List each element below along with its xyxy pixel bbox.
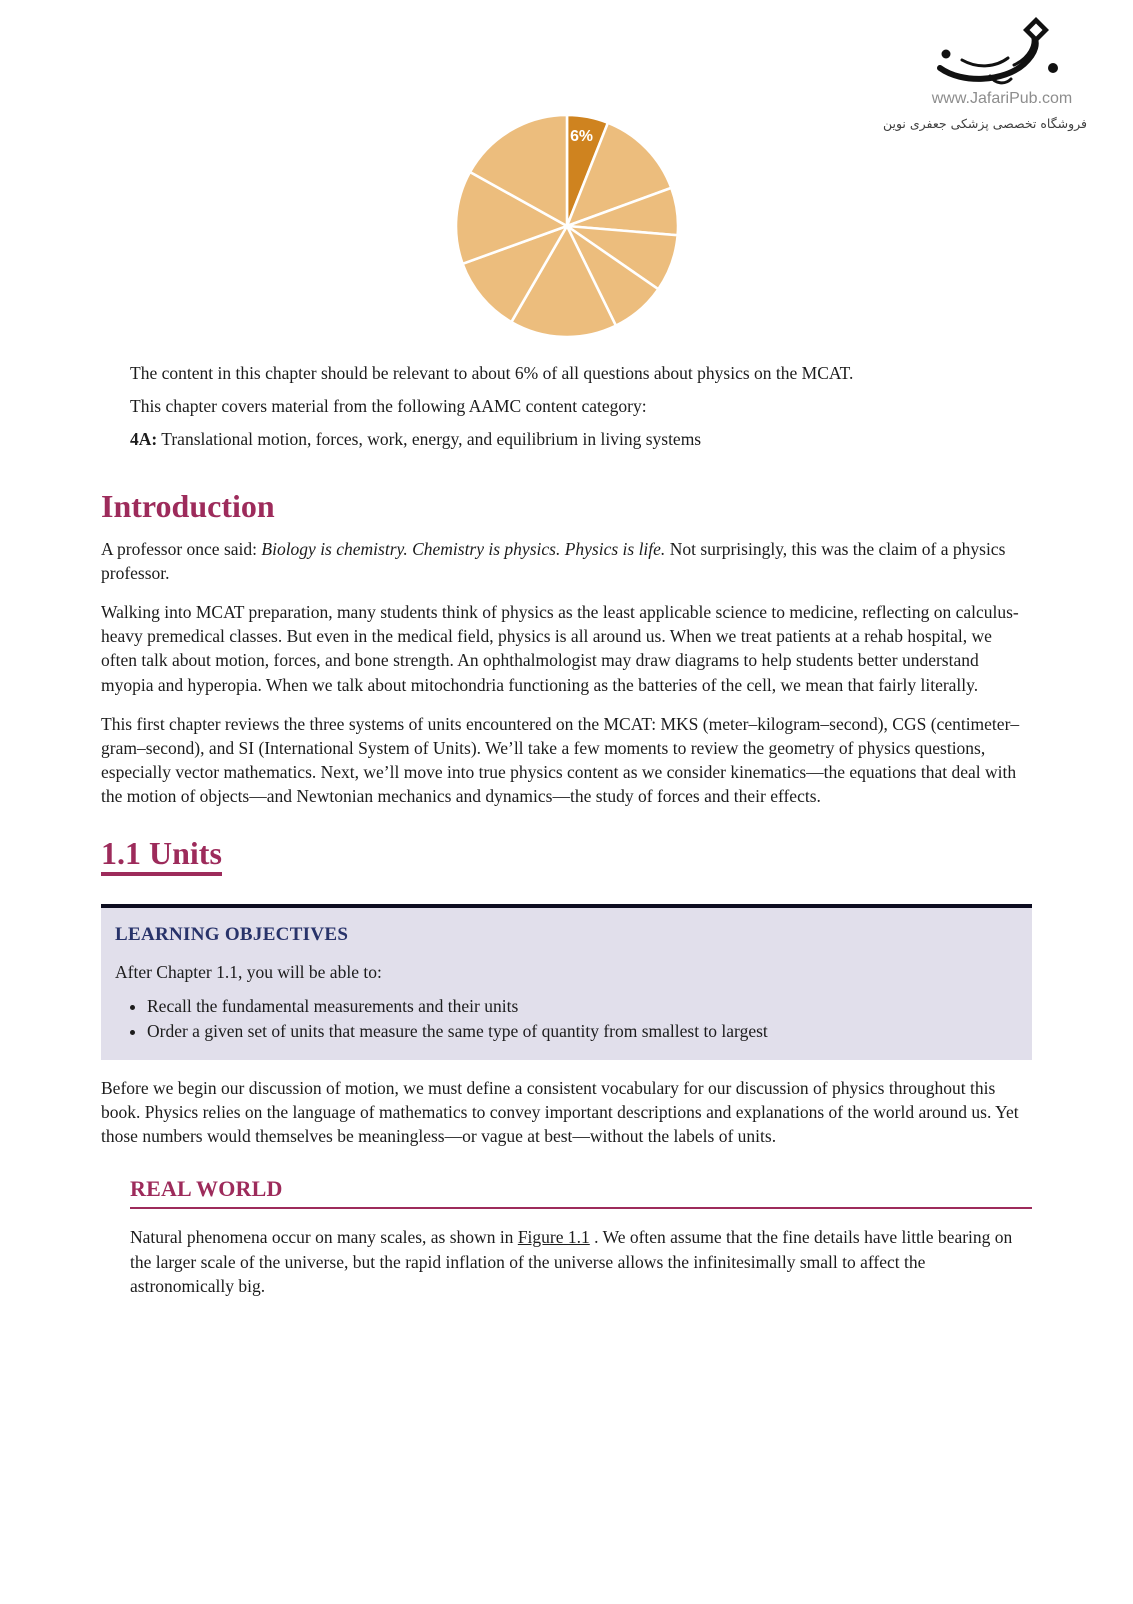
publisher-logo bbox=[882, 16, 1087, 131]
logo-tagline: فروشگاه تخصصی پزشکی جعفری نوین bbox=[882, 116, 1087, 131]
paragraph-text: Not surprisingly, this was the claim of a physics professor. bbox=[101, 538, 1006, 583]
pie-slice-label: 6% bbox=[569, 127, 593, 145]
introduction-heading: Introduction bbox=[101, 487, 275, 524]
real-world-paragraph bbox=[130, 1225, 1032, 1298]
quoted-aphorism: Biology is chemistry. Chemistry is physics. Physics is life. bbox=[261, 538, 666, 559]
pie-chart-svg bbox=[453, 112, 681, 340]
aamc-category-code: 4A: bbox=[130, 429, 158, 450]
chapter-relevance-note: The content in this chapter should be relevant to about 6% of all questions about physics on the MCAT. bbox=[130, 363, 854, 383]
figure-1-1-link[interactable]: Figure 1.1 bbox=[517, 1227, 590, 1248]
learning-objective-item: • Recall the fundamental measurements and their units bbox=[147, 994, 1016, 1019]
chapter-meta-block bbox=[130, 361, 1032, 452]
section-1-1-units-heading bbox=[101, 835, 1032, 872]
introduction-paragraph-2: Walking into MCAT preparation, many students think of physics as the least applicable science to medicine, reflecting on calculus-heavy premedical classes. But even in the medical field, physics is all around us. When we treat patients at a rehab hospital, we often talk about motion, forces, and bone strength. An ophthalmologist may draw diagrams to help students better understand myopia and hyperopia. When we talk about mitochondria functioning as the batteries of the cell, we mean that fairly literally. bbox=[101, 602, 1019, 695]
learning-objectives-list bbox=[115, 994, 1016, 1044]
aamc-category-note: This chapter covers material from the following AAMC content category: bbox=[130, 396, 647, 417]
learning-objective-item: • Order a given set of units that measure the same type of quantity from smallest to largest bbox=[147, 1019, 1016, 1044]
section-title-text: 1.1 Units bbox=[101, 835, 222, 876]
introduction-paragraph-1 bbox=[101, 537, 1032, 585]
learning-objectives-heading: LEARNING OBJECTIVES bbox=[115, 923, 349, 945]
logo-url: www.JafariPub.com bbox=[931, 90, 1073, 107]
aamc-category-text: Translational motion, forces, work, energy, and equilibrium in living systems bbox=[157, 429, 702, 450]
paragraph-text: A professor once said: bbox=[101, 538, 262, 559]
introduction-paragraph-3: This first chapter reviews the three systems of units encountered on the MCAT: MKS (meter–kilogram–second), CGS (centimeter–gram–second), and SI (International System of Units). We’ll take a few moments to review the geometry of physics questions, especially vector mathematics. Next, we’ll move into true physics content as we consider kinematics—the equations that deal with the motion of objects—and Newtonian mechanics and dynamics—the study of forces and their effects. bbox=[101, 713, 1020, 807]
units-paragraph: Before we begin our discussion of motion, we must define a consistent vocabulary for our discussion of physics throughout this book. Physics relies on the language of mathematics to convey important descriptions and explanations of the world around us. Yet those numbers would themselves be meaningless—or vague at best—without the labels of units. bbox=[101, 1077, 1019, 1147]
logo-calligraphy-icon bbox=[932, 16, 1072, 88]
real-world-sidebar bbox=[130, 1176, 1032, 1298]
chapter-weight-pie-chart bbox=[453, 0, 681, 345]
paragraph-text: Natural phenomena occur on many scales, as shown in bbox=[130, 1227, 518, 1248]
learning-objectives-box bbox=[101, 904, 1032, 1060]
aamc-category-line bbox=[130, 427, 1032, 451]
page-content bbox=[0, 361, 1133, 1298]
learning-objectives-intro: After Chapter 1.1, you will be able to: bbox=[115, 961, 382, 982]
real-world-divider bbox=[130, 1207, 1032, 1209]
paragraph-text: . We often assume that the fine details have little bearing on the larger scale of the universe, but the rapid inflation of the universe allows the infinitesimally small to affect the astronomically big. bbox=[130, 1227, 1013, 1296]
real-world-heading: REAL WORLD bbox=[130, 1176, 283, 1202]
